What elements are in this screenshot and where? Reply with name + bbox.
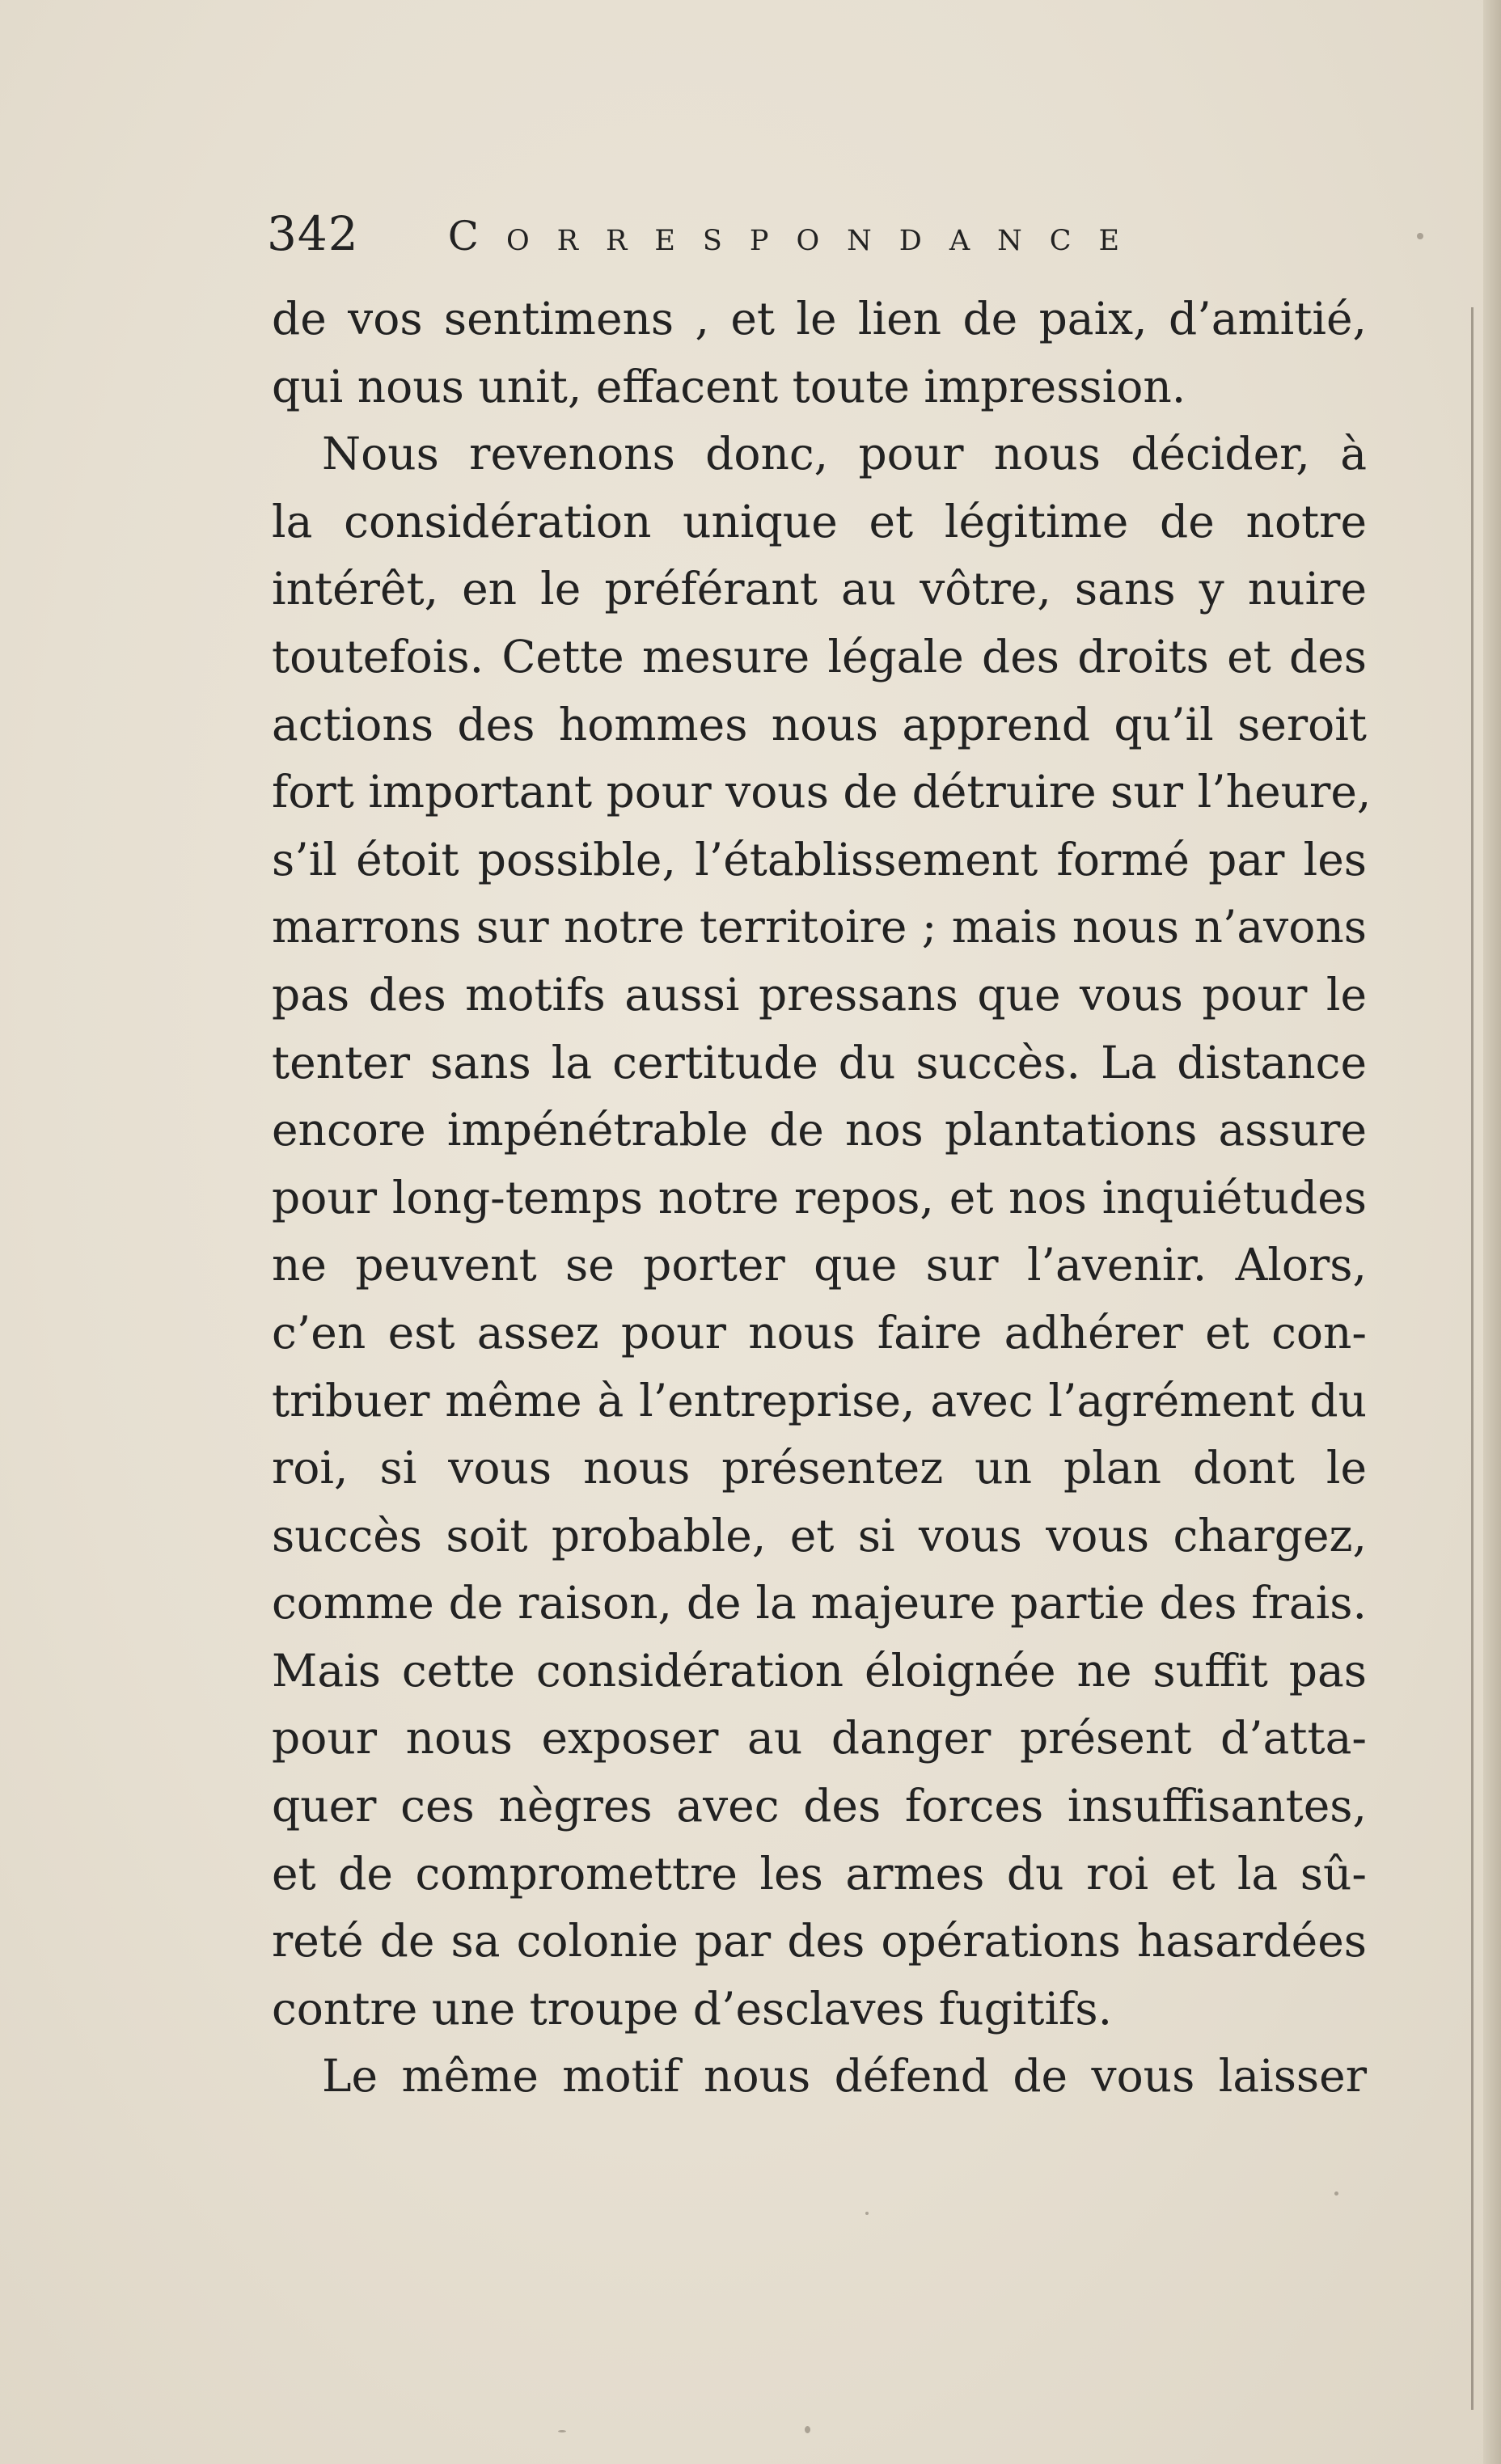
- text-line: pour long-temps notre repos, et nos inquiétudes: [272, 1171, 1367, 1224]
- text-line: quer ces nègres avec des forces insuffisantes,: [272, 1780, 1367, 1832]
- text-line: marrons sur notre territoire ; mais nous n’avons: [272, 901, 1367, 953]
- paper-speck: [558, 2430, 566, 2432]
- text-line: toutefois. Cette mesure légale des droits et des: [272, 630, 1367, 683]
- text-line: reté de sa colonie par des opérations hasardées: [272, 1915, 1367, 1967]
- text-line: fort important pour vous de détruire sur l’heure,: [272, 766, 1372, 818]
- text-line: c’en est assez pour nous faire adhérer et con-: [272, 1306, 1367, 1359]
- text-line: succès soit probable, et si vous vous chargez,: [272, 1509, 1367, 1562]
- paper-speck: [865, 2212, 869, 2215]
- text-line: roi, si vous nous présentez un plan dont le: [272, 1442, 1367, 1494]
- text-line: Le même motif nous défend de vous laisser: [322, 2050, 1367, 2103]
- text-line: tribuer même à l’entreprise, avec l’agrément du: [272, 1374, 1367, 1426]
- text-line: tenter sans la certitude du succès. La distance: [272, 1036, 1367, 1088]
- text-line: s’il étoit possible, l’établissement formé par les: [272, 833, 1367, 885]
- page-number: 342: [267, 206, 359, 261]
- text-line: contre une troupe d’esclaves fugitifs.: [272, 1982, 1113, 2035]
- text-line: actions des hommes nous apprend qu’il seroit: [272, 698, 1367, 750]
- text-line: intérêt, en le préférant au vôtre, sans y nuire: [272, 563, 1367, 615]
- body-text: [272, 285, 1372, 2111]
- text-line: ne peuvent se porter que sur l’avenir. Alors,: [272, 1239, 1367, 1291]
- running-title: Correspondance: [447, 213, 1148, 260]
- text-line: la considération unique et légitime de notre: [272, 495, 1367, 547]
- text-line: pas des motifs aussi pressans que vous pour le: [272, 968, 1367, 1021]
- text-line: pour nous exposer au danger présent d’atta-: [272, 1712, 1367, 1765]
- text-line: et de compromettre les armes du roi et la sû-: [272, 1847, 1367, 1900]
- text-line: de vos sentimens , et le lien de paix, d’amitié,: [272, 293, 1367, 344]
- page-edge-shadow-line: [1471, 307, 1474, 2410]
- text-line: Mais cette considération éloignée ne suffit pas: [272, 1644, 1367, 1697]
- text-line: Nous revenons donc, pour nous décider, à: [322, 428, 1367, 480]
- text-line: comme de raison, de la majeure partie des frais.: [272, 1577, 1367, 1629]
- paper-speck: [1417, 233, 1423, 239]
- paper-speck: [805, 2426, 810, 2433]
- text-line: encore impénétrable de nos plantations assure: [272, 1104, 1367, 1156]
- page-edge: [1483, 0, 1501, 2464]
- paper-speck: [1334, 2191, 1338, 2196]
- running-header: [267, 206, 1205, 271]
- text-line: qui nous unit, effacent toute impression.: [272, 360, 1186, 412]
